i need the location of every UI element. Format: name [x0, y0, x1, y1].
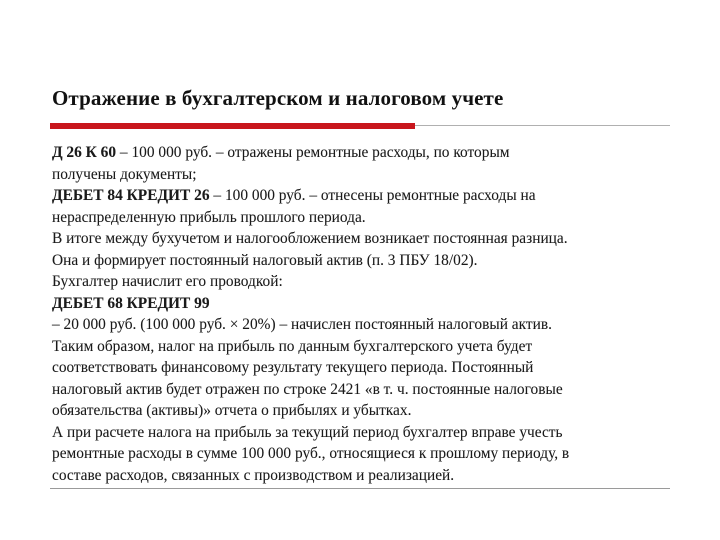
entry-text: – 100 000 руб. – отнесены ремонтные расходы на	[209, 187, 536, 204]
slide-body	[52, 142, 672, 486]
body-line: составе расходов, связанных с производством и реализацией.	[52, 466, 455, 484]
body-line: Бухгалтер начислит его проводкой:	[52, 273, 283, 290]
body-line: обязательства (активы)» отчета о прибылях и убытках.	[52, 402, 412, 419]
bottom-divider-line	[50, 488, 670, 489]
entry-line-2	[52, 185, 672, 207]
body-line: соответствовать финансовому результату текущего периода. Постоянный	[52, 359, 534, 376]
body-line: Таким образом, налог на прибыль по данным бухгалтерского учета будет	[52, 337, 533, 355]
body-line: получены документы;	[52, 165, 197, 183]
entry-code-debit84-credit26: ДЕБЕТ 84 КРЕДИТ 26	[52, 187, 210, 204]
body-line: – 20 000 руб. (100 000 руб. × 20%) – начислен постоянный налоговый актив.	[52, 316, 552, 333]
body-line: налоговый актив будет отражен по строке 2421 «в т. ч. постоянные налоговые	[52, 380, 563, 398]
entry-code-debit68-credit99: ДЕБЕТ 68 КРЕДИТ 99	[52, 294, 210, 312]
title-accent-bar	[50, 123, 415, 129]
entry-line-1	[52, 142, 672, 164]
body-line: нераспределенную прибыль прошлого периода.	[52, 208, 366, 226]
slide-title: Отражение в бухгалтерском и налоговом учете	[52, 86, 504, 110]
body-line: В итоге между бухучетом и налогообложением возникает постоянная разница.	[52, 230, 568, 247]
body-line: ремонтные расходы в сумме 100 000 руб., относящиеся к прошлому периоду, в	[52, 445, 570, 462]
title-divider-line	[415, 125, 670, 126]
body-line: Она и формирует постоянный налоговый актив (п. 3 ПБУ 18/02).	[52, 251, 478, 269]
entry-code-d26-k60: Д 26 К 60	[52, 144, 117, 161]
entry-text: – 100 000 руб. – отражены ремонтные расходы, по которым	[116, 144, 510, 161]
body-line: А при расчете налога на прибыль за текущий период бухгалтер вправе учесть	[52, 423, 563, 441]
